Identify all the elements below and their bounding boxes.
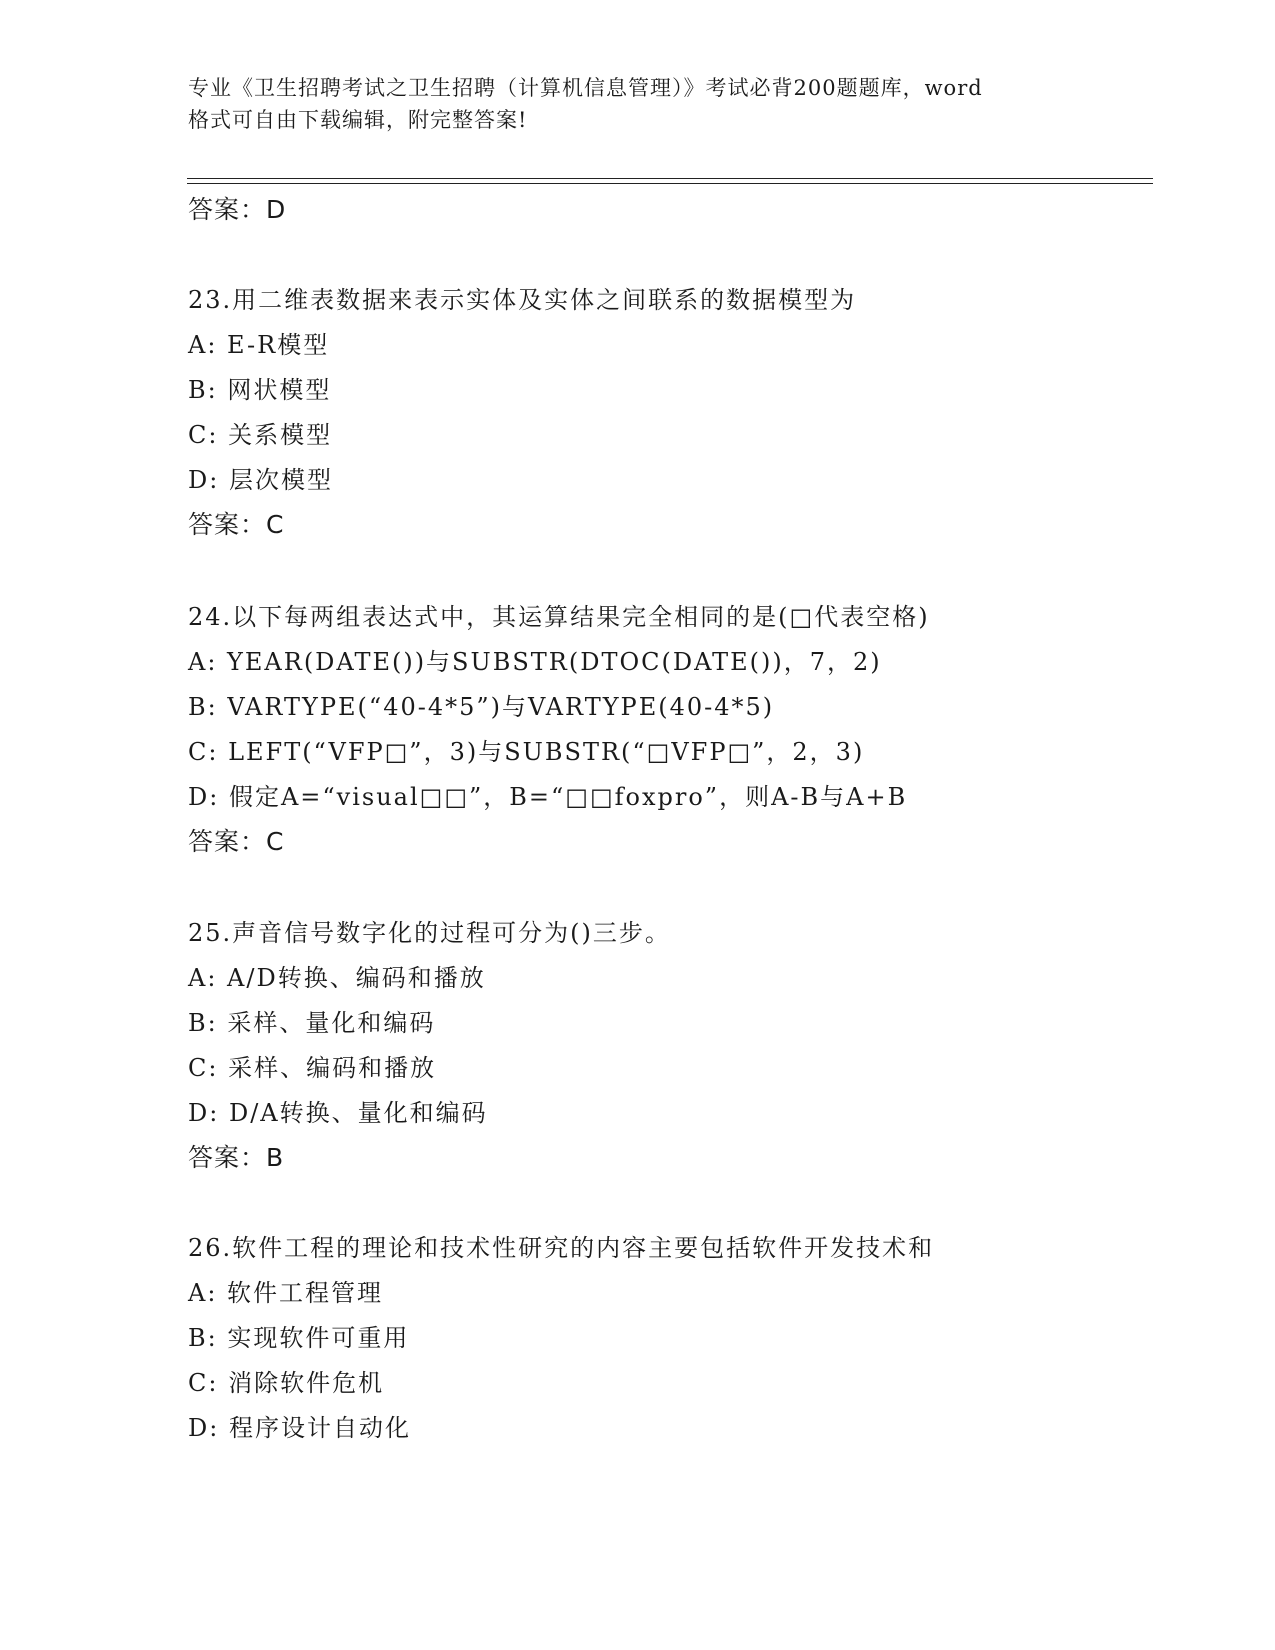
question-25-option-d: D: D/A转换、量化和编码 [188,1099,488,1127]
question-25-option-c: C: 采样、编码和播放 [188,1054,437,1082]
question-25-answer: 答案：B [188,1143,285,1172]
question-24-title: 24.以下每两组表达式中，其运算结果完全相同的是(□代表空格) [188,603,930,631]
question-25-option-b: B: 采样、量化和编码 [188,1009,436,1037]
document-header [188,72,1088,136]
question-24-option-a: A: YEAR(DATE())与SUBSTR(DTOC(DATE())，7，2) [188,648,882,676]
question-26-option-c: C: 消除软件危机 [188,1369,385,1397]
question-23-option-c: C: 关系模型 [188,421,333,449]
question-25-title: 25.声音信号数字化的过程可分为()三步。 [188,919,671,947]
question-26-title: 26.软件工程的理论和技术性研究的内容主要包括软件开发技术和 [188,1234,935,1262]
question-23-option-b: B: 网状模型 [188,376,332,404]
question-26-option-b: B: 实现软件可重用 [188,1324,410,1352]
question-26-option-d: D: 程序设计自动化 [188,1414,411,1442]
question-24-option-c: C: LEFT(“VFP□”，3)与SUBSTR(“□VFP□”，2，3) [188,738,865,766]
question-25-option-a: A: A/D转换、编码和播放 [188,964,486,992]
question-26-option-a: A: 软件工程管理 [188,1279,384,1307]
header-divider-top [187,178,1153,179]
question-24-option-d: D: 假定A=“visual□□”，B=“□□foxpro”，则A-B与A+B [188,783,908,811]
question-23-option-a: A: E-R模型 [188,331,330,359]
question-23-title: 23.用二维表数据来表示实体及实体之间联系的数据模型为 [188,286,857,314]
previous-answer: 答案：D [188,195,287,224]
question-24-answer: 答案：C [188,827,285,856]
question-23-answer: 答案：C [188,510,285,539]
question-23-option-d: D: 层次模型 [188,466,333,494]
question-24-option-b: B: VARTYPE(“40-4*5”)与VARTYPE(40-4*5) [188,693,775,721]
header-divider-bottom [187,183,1153,184]
header-line-2: 格式可自由下载编辑，附完整答案! [188,108,528,132]
header-line-1: 专业《卫生招聘考试之卫生招聘（计算机信息管理）》考试必背200题题库，word [188,76,983,100]
